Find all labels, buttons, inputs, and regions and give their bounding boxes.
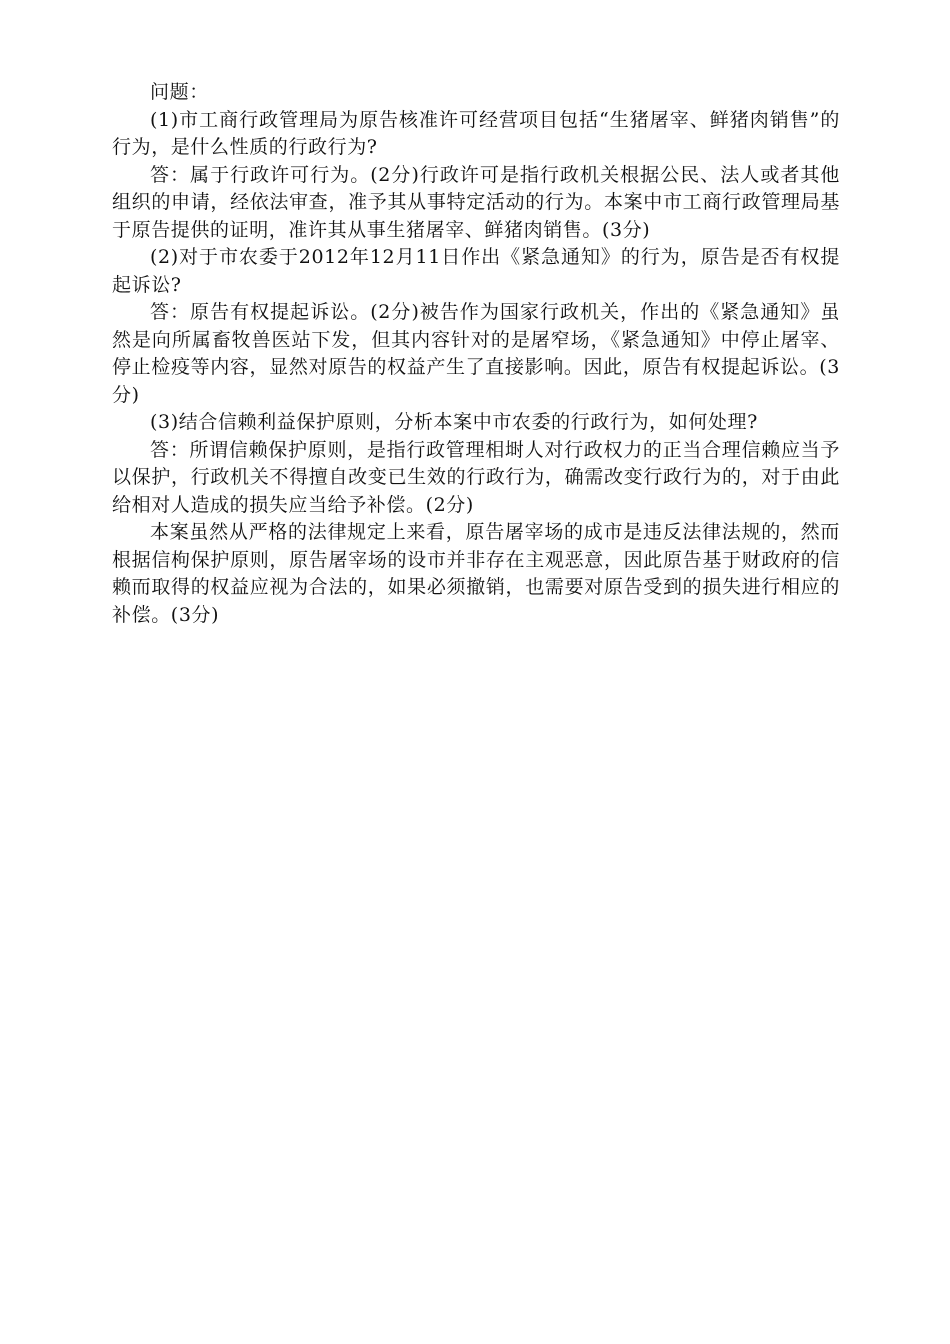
answer-3-part-1: 答：所谓信赖保护原则，是指行政管理相埘人对行政权力的正当合理信赖应当予以保护，行政机关不得擅自改变已生效的行政行为，确需改变行政行为的，对于由此给相对人造成的损失应当给予补偿。(2分) xyxy=(112,438,840,516)
document-body xyxy=(112,79,840,629)
question-2: (2)对于市农委于2012年12月11日作出《紧急通知》的行为，原告是否有权提起诉讼? xyxy=(112,246,840,296)
questions-heading: 问题： xyxy=(150,81,209,103)
answer-1: 答：属于行政许可行为。(2分)行政许可是指行政机关根据公民、法人或者其他组织的申请，经依法审查，准予其从事特定活动的行为。本案中市工商行政管理局基于原告提供的证明，准许其从事生猪屠宰、鲜猪肉销售。(3分) xyxy=(112,163,840,241)
answer-2: 答：原告有权提起诉讼。(2分)被告作为国家行政机关，作出的《紧急通知》虽然是向所属畜牧兽医站下发，但其内容针对的是屠窄场，《紧急通知》中停止屠宰、停止检疫等内容，显然对原告的权益产生了直接影响。因此，原告有权提起诉讼。(3分) xyxy=(112,301,840,406)
question-3: (3)结合信赖利益保护原则，分析本案中市农委的行政行为，如何处理? xyxy=(150,411,758,433)
question-1: (1)市工商行政管理局为原告核准许可经营项目包括“生猪屠宰、鲜猪肉销售”的行为，是什么性质的行政行为? xyxy=(112,108,840,158)
answer-3-part-2: 本案虽然从严格的法律规定上来看，原告屠宰场的成市是违反法律法规的，然而根据信枸保护原则，原告屠宰场的设市并非存在主观恶意，因此原告基于财政府的信赖而取得的权益应视为合法的，如果必须撤销，也需要对原告受到的损失进行相应的补偿。(3分) xyxy=(112,521,840,626)
